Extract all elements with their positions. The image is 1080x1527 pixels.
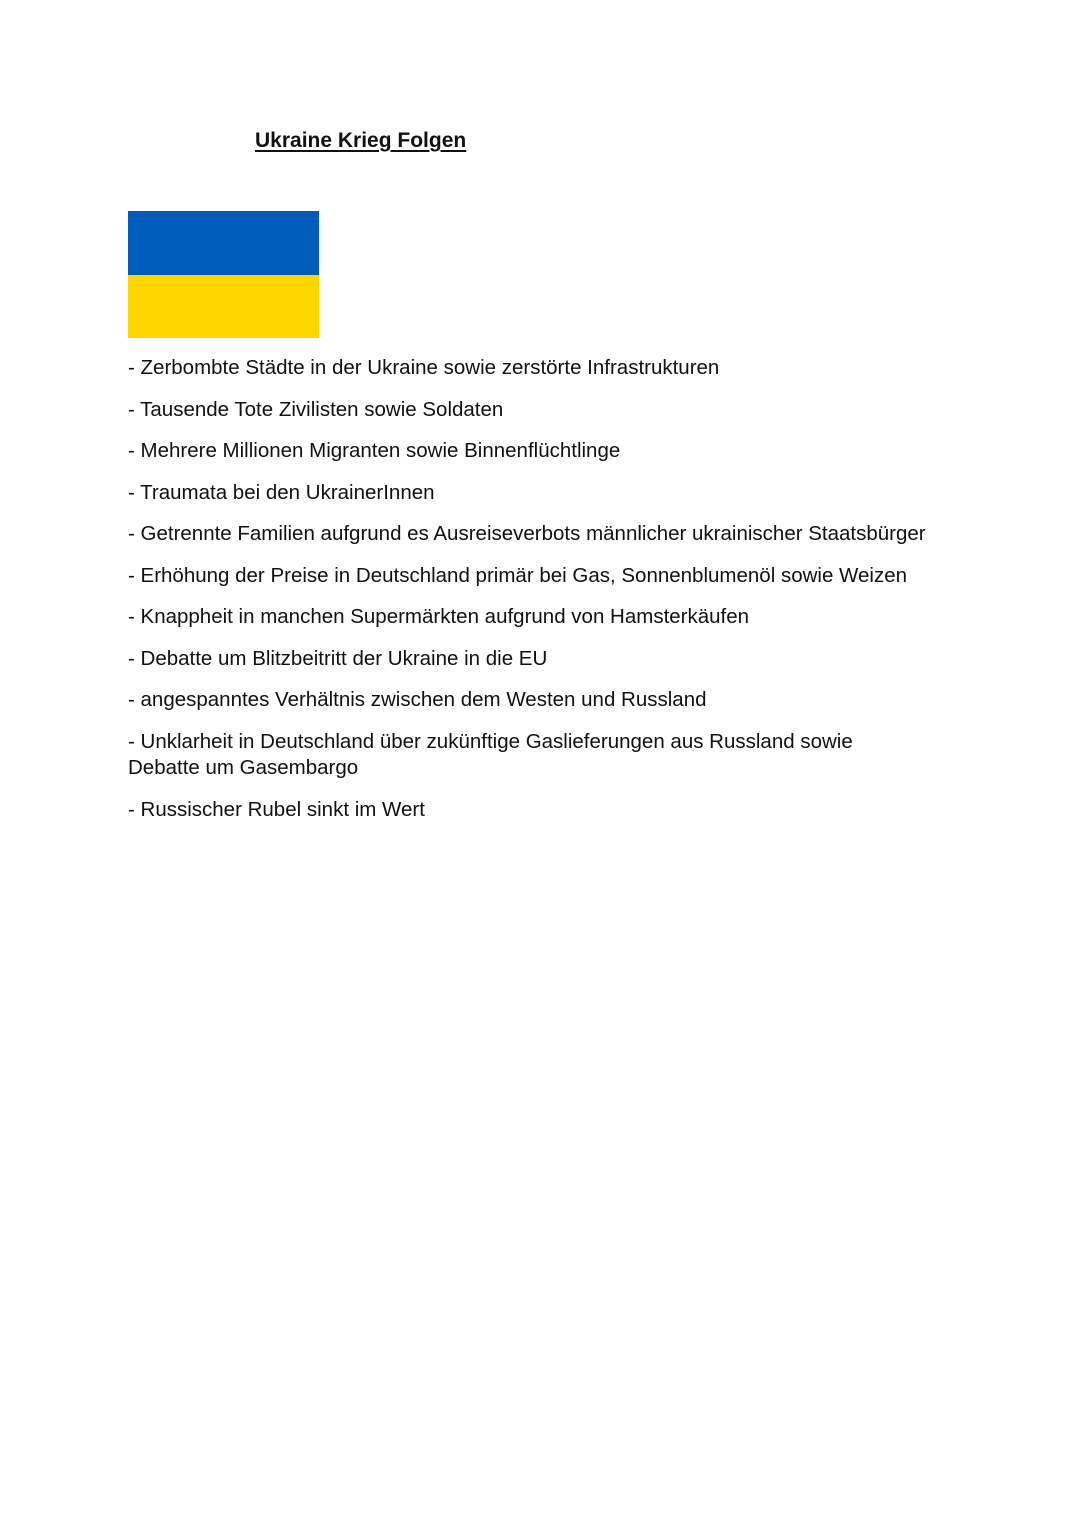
list-item: - Erhöhung der Preise in Deutschland primär bei Gas, Sonnenblumenöl sowie Weizen — [128, 563, 908, 587]
list-item: - Knappheit in manchen Supermärkten aufgrund von Hamsterkäufen — [128, 605, 750, 628]
list-item: - Debatte um Blitzbeitritt der Ukraine in die EU — [128, 646, 548, 670]
list-item: - Getrennte Familien aufgrund es Ausreiseverbots männlicher ukrainischer Staatsbürger — [128, 522, 926, 545]
list-item: - angespanntes Verhältnis zwischen dem Westen und Russland — [128, 688, 707, 711]
list-item: - Russischer Rubel sinkt im Wert — [128, 797, 425, 821]
flag-blue-stripe — [128, 211, 319, 275]
flag-yellow-stripe — [128, 275, 319, 339]
consequences-list — [128, 355, 928, 838]
page-title: Ukraine Krieg Folgen — [255, 129, 467, 152]
ukraine-flag-image — [128, 211, 319, 338]
list-item: - Zerbombte Städte in der Ukraine sowie zerstörte Infrastrukturen — [128, 356, 720, 379]
list-item: - Tausende Tote Zivilisten sowie Soldaten — [128, 397, 504, 421]
list-item: - Traumata bei den UkrainerInnen — [128, 480, 435, 504]
list-item: - Mehrere Millionen Migranten sowie Binnenflüchtlinge — [128, 439, 621, 462]
list-item: - Unklarheit in Deutschland über zukünftige Gaslieferungen aus Russland sowie Debatte um Gasembargo — [128, 729, 853, 779]
